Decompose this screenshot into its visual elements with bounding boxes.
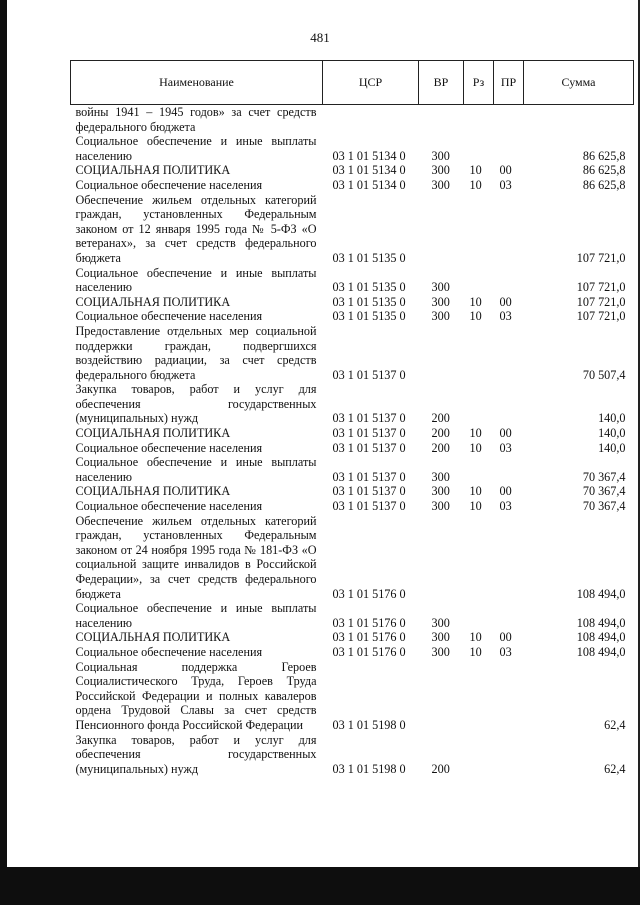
cell-vr (419, 514, 464, 602)
cell-sum: 70 367,4 (582, 484, 626, 499)
cell-vr (419, 105, 464, 135)
cell-code (323, 105, 419, 135)
cell-vr: 300 (431, 630, 450, 645)
cell-vr: 200 (431, 426, 450, 441)
cell-code: 03 1 01 5135 0 (332, 309, 406, 324)
cell-vr: 300 (431, 294, 450, 309)
cell-vr: 300 (431, 469, 450, 484)
cell-pr: 00 (499, 294, 512, 309)
header-sum: Сумма (524, 61, 634, 105)
cell-pr (494, 601, 524, 630)
cell-pr: 03 (499, 644, 512, 659)
cell-rz: 10 (469, 426, 482, 441)
cell-code: 03 1 01 5176 0 (332, 644, 406, 659)
cell-name: Социальное обеспечение населения (75, 499, 263, 514)
cell-sum (524, 105, 634, 135)
cell-pr: 00 (499, 163, 512, 178)
cell-code: 03 1 01 5137 0 (332, 469, 406, 484)
header-row (71, 61, 634, 105)
cell-name: Социальное обеспечение населения (75, 440, 263, 455)
cell-sum: 107 721,0 (576, 294, 626, 309)
cell-name: СОЦИАЛЬНАЯ ПОЛИТИКА (75, 426, 231, 441)
cell-vr: 300 (431, 499, 450, 514)
table-row (71, 660, 634, 733)
cell-name: СОЦИАЛЬНАЯ ПОЛИТИКА (75, 294, 231, 309)
header-code: ЦСР (323, 61, 419, 105)
cell-name: Социальная поддержка Героев Социалистического Труда, Героев Труда Российской Федерации и полных кавалеров ордена Трудовой Славы за счет средств Пенсионного фонда Российской Федерации (75, 659, 317, 732)
scan-border-bottom (0, 867, 640, 905)
cell-pr (494, 382, 524, 426)
cell-pr (494, 514, 524, 602)
cell-name: Закупка товаров, работ и услуг для обеспечения государственных (муниципальных) нужд (75, 382, 317, 426)
cell-code: 03 1 01 5134 0 (332, 148, 406, 163)
cell-code: 03 1 01 5176 0 (332, 615, 406, 630)
cell-sum: 108 494,0 (576, 615, 626, 630)
cell-pr (494, 105, 524, 135)
table-row (71, 645, 634, 660)
cell-code: 03 1 01 5176 0 (332, 630, 406, 645)
cell-code: 03 1 01 5137 0 (332, 426, 406, 441)
cell-vr: 300 (431, 309, 450, 324)
cell-rz (464, 324, 494, 382)
cell-vr: 200 (431, 761, 450, 776)
cell-pr (494, 455, 524, 484)
header-vr: ВР (419, 61, 464, 105)
cell-code: 03 1 01 5198 0 (332, 761, 406, 776)
cell-pr (494, 660, 524, 733)
table-row (71, 733, 634, 777)
cell-name: Социальное обеспечение и иные выплаты населению (75, 455, 317, 484)
cell-rz (464, 266, 494, 295)
cell-pr: 00 (499, 426, 512, 441)
cell-name: Социальное обеспечение и иные выплаты населению (75, 601, 317, 630)
cell-rz: 10 (469, 294, 482, 309)
cell-pr: 03 (499, 499, 512, 514)
cell-sum: 108 494,0 (576, 644, 626, 659)
cell-code: 03 1 01 5137 0 (332, 411, 406, 426)
cell-rz: 10 (469, 163, 482, 178)
cell-name: Социальное обеспечение населения (75, 644, 263, 659)
cell-pr: 03 (499, 440, 512, 455)
cell-rz (464, 134, 494, 163)
cell-vr: 200 (431, 411, 450, 426)
cell-sum: 107 721,0 (576, 250, 626, 265)
cell-code: 03 1 01 5137 0 (332, 440, 406, 455)
table-row (71, 514, 634, 602)
cell-vr: 200 (431, 440, 450, 455)
cell-vr (419, 193, 464, 266)
cell-rz: 10 (469, 177, 482, 192)
cell-vr: 300 (431, 177, 450, 192)
cell-rz: 10 (469, 644, 482, 659)
cell-vr: 300 (431, 163, 450, 178)
header-pr: ПР (494, 61, 524, 105)
table-row (71, 295, 634, 310)
table-row (71, 382, 634, 426)
cell-sum: 86 625,8 (582, 177, 626, 192)
cell-rz (464, 514, 494, 602)
table-row (71, 309, 634, 324)
cell-sum: 62,4 (604, 717, 626, 732)
cell-name: СОЦИАЛЬНАЯ ПОЛИТИКА (75, 484, 231, 499)
table-row (71, 163, 634, 178)
cell-vr: 300 (431, 484, 450, 499)
table-row (71, 484, 634, 499)
cell-pr: 03 (499, 309, 512, 324)
cell-rz: 10 (469, 309, 482, 324)
cell-code: 03 1 01 5135 0 (332, 280, 406, 295)
cell-rz: 10 (469, 630, 482, 645)
table-row (71, 134, 634, 163)
cell-code: 03 1 01 5135 0 (332, 250, 406, 265)
table-row (71, 105, 634, 135)
cell-pr (494, 324, 524, 382)
table-row (71, 499, 634, 514)
cell-sum: 140,0 (598, 440, 626, 455)
cell-name: войны 1941 – 1945 годов» за счет средств федерального бюджета (75, 105, 317, 134)
cell-rz (464, 382, 494, 426)
cell-code: 03 1 01 5176 0 (332, 586, 406, 601)
cell-rz (464, 660, 494, 733)
cell-name: Социальное обеспечение и иные выплаты населению (75, 265, 317, 295)
cell-rz (464, 601, 494, 630)
cell-pr (494, 266, 524, 295)
cell-pr: 03 (499, 177, 512, 192)
cell-rz: 10 (469, 499, 482, 514)
cell-vr: 300 (431, 615, 450, 630)
cell-pr: 00 (499, 630, 512, 645)
table-row (71, 178, 634, 193)
cell-pr (494, 733, 524, 777)
cell-rz: 10 (469, 440, 482, 455)
table-body (71, 105, 634, 777)
header-rz: Рз (464, 61, 494, 105)
cell-sum: 140,0 (598, 411, 626, 426)
cell-code: 03 1 01 5137 0 (332, 484, 406, 499)
cell-sum: 108 494,0 (576, 630, 626, 645)
page-number: 481 (310, 30, 330, 45)
cell-rz (464, 455, 494, 484)
table-header (71, 61, 634, 105)
budget-table (70, 60, 634, 776)
cell-rz (464, 105, 494, 135)
table-row (71, 630, 634, 645)
cell-name: СОЦИАЛЬНАЯ ПОЛИТИКА (75, 163, 231, 178)
cell-sum: 70 507,4 (582, 367, 626, 382)
cell-vr (419, 324, 464, 382)
cell-code: 03 1 01 5134 0 (332, 163, 406, 178)
cell-code: 03 1 01 5134 0 (332, 177, 406, 192)
table-row (71, 266, 634, 295)
cell-name: Предоставление отдельных мер социальной поддержки граждан, подвергшихся воздействию радиации, за счет средств федерального бюджета (75, 323, 317, 382)
cell-name: Обеспечение жильем отдельных категорий граждан, установленных Федеральным законом от 24 ноября 1995 года № 181-ФЗ «О социальной защите инвалидов в Российской Федерации», за счет средств федерального бюджета (75, 513, 317, 601)
cell-name: Социальное обеспечение и иные выплаты населению (75, 134, 317, 163)
cell-sum: 108 494,0 (576, 586, 626, 601)
table-row (71, 455, 634, 484)
cell-vr: 300 (431, 148, 450, 163)
cell-name: Закупка товаров, работ и услуг для обеспечения государственных (муниципальных) нужд (75, 732, 317, 776)
cell-rz (464, 733, 494, 777)
header-name: Наименование (71, 61, 323, 105)
cell-code: 03 1 01 5135 0 (332, 294, 406, 309)
table-row (71, 441, 634, 456)
cell-vr: 300 (431, 644, 450, 659)
table-row (71, 601, 634, 630)
cell-code: 03 1 01 5137 0 (332, 367, 406, 382)
cell-rz (464, 193, 494, 266)
table-row (71, 193, 634, 266)
cell-sum: 62,4 (604, 761, 626, 776)
cell-name: СОЦИАЛЬНАЯ ПОЛИТИКА (75, 630, 231, 645)
cell-vr (419, 660, 464, 733)
cell-name: Социальное обеспечение населения (75, 177, 263, 192)
cell-name: Обеспечение жильем отдельных категорий граждан, установленных Федеральным законом от 12 января 1995 года № 5-ФЗ «О ветеранах», за счет средств федерального бюджета (75, 192, 317, 265)
cell-sum: 86 625,8 (582, 163, 626, 178)
cell-sum: 140,0 (598, 426, 626, 441)
cell-pr (494, 193, 524, 266)
cell-rz: 10 (469, 484, 482, 499)
cell-code: 03 1 01 5137 0 (332, 499, 406, 514)
cell-pr (494, 134, 524, 163)
cell-sum: 86 625,8 (582, 148, 626, 163)
cell-sum: 70 367,4 (582, 499, 626, 514)
cell-sum: 107 721,0 (576, 280, 626, 295)
table-row (71, 324, 634, 382)
cell-code: 03 1 01 5198 0 (332, 717, 406, 732)
cell-name: Социальное обеспечение населения (75, 309, 263, 324)
table-row (71, 426, 634, 441)
scan-border-left (0, 0, 7, 868)
cell-sum: 107 721,0 (576, 309, 626, 324)
cell-vr: 300 (431, 280, 450, 295)
cell-sum: 70 367,4 (582, 469, 626, 484)
cell-pr: 00 (499, 484, 512, 499)
